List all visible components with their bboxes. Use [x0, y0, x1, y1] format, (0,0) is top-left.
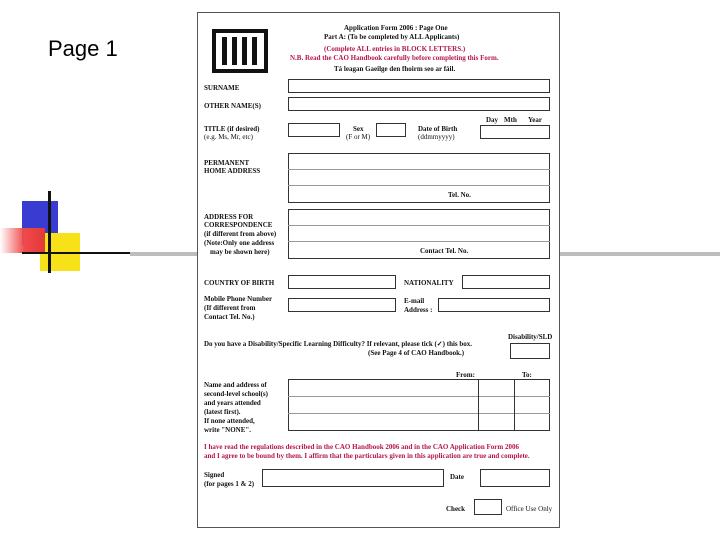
form-part: Part A: (To be completed by ALL Applicants): [324, 33, 460, 41]
day-label: Day: [486, 116, 499, 124]
email-field: [438, 298, 550, 312]
check-box: [474, 499, 502, 515]
disability-question: Do you have a Disability/Specific Learning Difficulty? If relevant, please tick (✓) this box.: [204, 340, 473, 348]
page-label: Page 1: [48, 36, 118, 61]
school-label-6: write "NONE".: [204, 426, 252, 434]
surname-field: [288, 79, 550, 93]
disability-checkbox: [510, 343, 550, 359]
declaration-line-2: and I agree to be bound by them. I affirm that the particulars given in this application are true and complete.: [204, 452, 530, 460]
contact-tel-label: Contact Tel. No.: [420, 247, 469, 255]
form-instruction: (Complete ALL entries in BLOCK LETTERS.): [324, 45, 466, 53]
form-title: Application Form 2006 : Page One: [344, 24, 448, 32]
email-label-2: Address :: [404, 306, 433, 314]
form-irish-note: Tá leagan Gaeilge den fhoirm seo ar fáil.: [334, 65, 456, 73]
corr-address-label-1: ADDRESS FOR: [204, 213, 254, 221]
signature-field: [262, 469, 444, 487]
date-label: Date: [450, 473, 464, 481]
title-field: [288, 123, 340, 137]
corr-address-label-4: (Note:Only one address: [204, 239, 275, 247]
from-label: From:: [456, 371, 475, 379]
mobile-label-1: Mobile Phone Number: [204, 295, 273, 303]
corr-address-label-5: may be shown here): [210, 248, 270, 256]
sex-hint: (F or M): [346, 133, 371, 141]
signed-label: Signed: [204, 471, 225, 479]
sex-label: Sex: [353, 125, 364, 133]
school-label-3: and years attended: [204, 399, 261, 407]
home-address-field: [288, 153, 550, 203]
home-tel-label: Tel. No.: [448, 191, 471, 199]
country-of-birth-field: [288, 275, 396, 289]
office-use-label: Office Use Only: [506, 505, 553, 513]
to-label: To:: [522, 371, 532, 379]
country-of-birth-label: COUNTRY OF BIRTH: [204, 279, 275, 287]
title-example: (e.g. Ms, Mr, etc): [204, 133, 253, 141]
corr-address-field: [288, 209, 550, 259]
mobile-label-2: (If different from: [204, 304, 256, 312]
disability-label: Disability/SLD: [508, 333, 553, 341]
schools-field: [288, 379, 550, 431]
corr-address-label-3: (if different from above): [204, 230, 277, 238]
home-address-label-2: HOME ADDRESS: [204, 167, 261, 175]
other-names-field: [288, 97, 550, 111]
mobile-field: [288, 298, 396, 312]
school-label-4: (latest first).: [204, 408, 241, 416]
school-label-5: If none attended,: [204, 417, 255, 425]
declaration-line-1: I have read the regulations described in the CAO Handbook 2006 and in the CAO Application Form 2006: [204, 443, 519, 451]
cao-logo: [212, 29, 268, 73]
other-names-label: OTHER NAME(S): [204, 102, 261, 110]
signed-hint: (for pages 1 & 2): [204, 480, 255, 488]
sex-field: [376, 123, 406, 137]
nationality-label: NATIONALITY: [404, 279, 454, 287]
surname-label: SURNAME: [204, 84, 240, 92]
email-label-1: E-mail: [404, 297, 425, 305]
school-label-1: Name and address of: [204, 381, 267, 389]
year-label: Year: [528, 116, 542, 124]
dob-field: [480, 125, 550, 139]
mobile-label-3: Contact Tel. No.): [204, 313, 255, 321]
corr-address-label-2: CORRESPONDENCE: [204, 221, 273, 229]
application-form-image: [197, 12, 560, 528]
title-label: TITLE (if desired): [204, 125, 260, 133]
dob-hint: (ddmmyyyy): [418, 133, 455, 141]
disability-reference: (See Page 4 of CAO Handbook.): [368, 349, 465, 357]
form-handbook-note: N.B. Read the CAO Handbook carefully before completing this Form.: [290, 54, 499, 62]
month-label: Mth: [504, 116, 517, 124]
home-address-label-1: PERMANENT: [204, 159, 250, 167]
red-bar: [0, 228, 45, 253]
slide-decoration: [0, 185, 130, 280]
date-field: [480, 469, 550, 487]
horizontal-line: [22, 252, 130, 254]
check-label: Check: [446, 505, 466, 513]
vertical-line: [48, 191, 51, 273]
school-label-2: second-level school(s): [204, 390, 268, 398]
dob-label: Date of Birth: [418, 125, 458, 133]
nationality-field: [462, 275, 550, 289]
